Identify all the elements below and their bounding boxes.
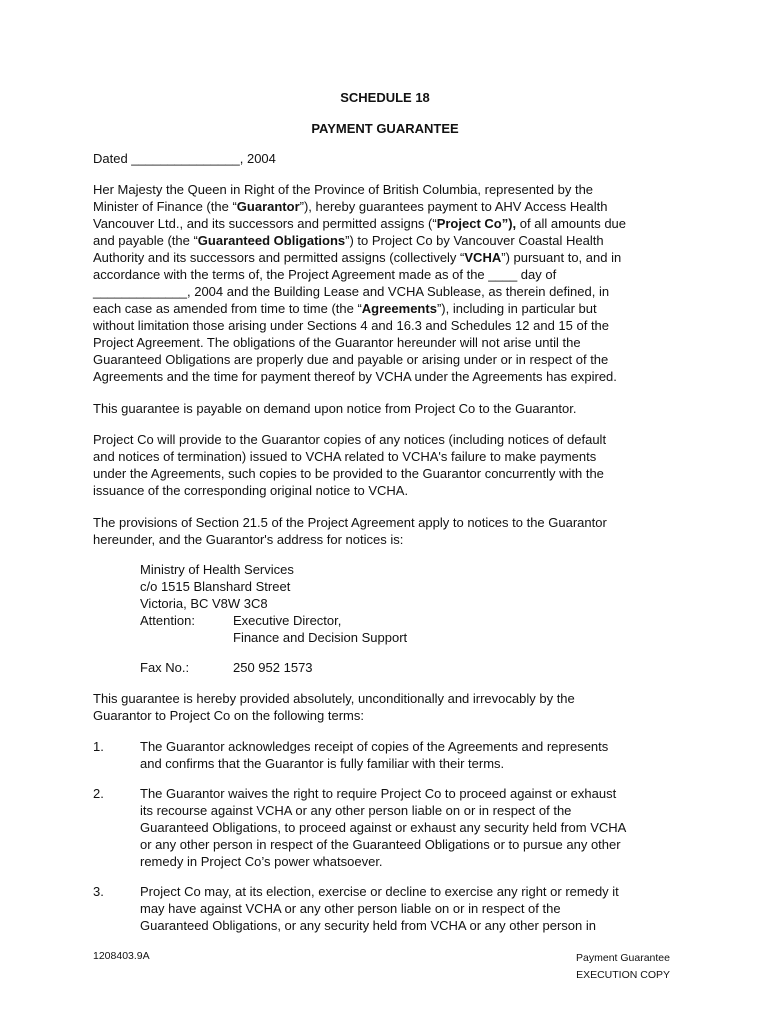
footer-copy-label: EXECUTION COPY (576, 969, 670, 981)
footer-doc-number: 1208403.9A (93, 950, 150, 962)
intro-line: each case as amended from time to time (the “Agreements”), including in particular but (93, 301, 597, 316)
notices-paragraph: Project Co will provide to the Guarantor copies of any notices (including notices of default and notices of termination) issued to VCHA related to VCHA's failure to make payments under the Agreements, such copies to be provided to the Guarantor concurrently with the issuance of the corresponding original notice to VCHA. (93, 432, 607, 498)
address-name: Ministry of Health Services (140, 562, 294, 577)
footer-doc-title: Payment Guarantee (576, 952, 670, 964)
intro-line: _____________, 2004 and the Building Lease and VCHA Sublease, as therein defined, in (93, 284, 610, 299)
defined-term-agreements: Agreements (361, 301, 437, 316)
defined-term-guaranteed-obligations: Guaranteed Obligations (197, 233, 346, 248)
schedule-heading: SCHEDULE 18 (340, 90, 430, 105)
intro-line: Authority and its successors and permitted assigns (collectively “VCHA”) pursuant to, and in (93, 250, 622, 265)
intro-line: accordance with the terms of, the Project Agreement made as of the ____ day of (93, 267, 557, 282)
footer-right (576, 950, 670, 984)
intro-line: Agreements and the time for payment thereof by VCHA under the Agreements has expired. (93, 369, 617, 384)
item-text: The Guarantor acknowledges receipt of copies of the Agreements and represents and confirms that the Guarantor is fully familiar with their terms. (140, 739, 609, 771)
intro-line: Her Majesty the Queen in Right of the Province of British Columbia, represented by the (93, 182, 594, 197)
address-street: c/o 1515 Blanshard Street (140, 579, 291, 594)
intro-line: Guaranteed Obligations are properly due and payable or arising under or in respect of the (93, 352, 609, 367)
absolute-paragraph: This guarantee is hereby provided absolutely, unconditionally and irrevocably by the Guarantor to Project Co on the following terms: (93, 691, 575, 723)
address-attention-2: Finance and Decision Support (233, 630, 408, 645)
intro-line: Vancouver Ltd., and its successors and permitted assigns (“Project Co”), of all amounts due (93, 216, 627, 231)
address-fax: Fax No.: 250 952 1573 (140, 660, 313, 675)
demand-paragraph: This guarantee is payable on demand upon notice from Project Co to the Guarantor. (93, 401, 577, 416)
defined-term-vcha: VCHA (464, 250, 502, 265)
address-attention: Attention: Executive Director, (140, 613, 342, 628)
intro-line: Minister of Finance (the “Guarantor”), hereby guarantees payment to AHV Access Health (93, 199, 608, 214)
document-title: PAYMENT GUARANTEE (311, 121, 459, 136)
item-text: The Guarantor waives the right to require Project Co to proceed against or exhaust its recourse against VCHA or any other person liable on or in respect of the Guaranteed Obligations, to proceed against or exhaust any security held from VCHA or any other person in respect of the Guaranteed Obligations or to pursue any other remedy in Project Co’s power whatsoever. (140, 786, 627, 869)
address-city: Victoria, BC V8W 3C8 (140, 596, 268, 611)
dated-line: Dated _______________, 2004 (93, 151, 276, 166)
intro-line: without limitation those arising under Sections 4 and 16.3 and Schedules 12 and 15 of the (93, 318, 610, 333)
item-number: 2. (93, 786, 104, 801)
item-text: Project Co may, at its election, exercise or decline to exercise any right or remedy it may have against VCHA or any other person liable on or in respect of the Guaranteed Obligations, or any security held from VCHA or any other person in (140, 884, 619, 933)
provisions-paragraph: The provisions of Section 21.5 of the Project Agreement apply to notices to the Guarantor hereunder, and the Guarantor's address for notices is: (93, 515, 607, 547)
defined-term-guarantor: Guarantor (236, 199, 300, 214)
intro-paragraph (93, 181, 683, 385)
intro-line: Project Agreement. The obligations of the Guarantor hereunder will not arise until the (93, 335, 581, 350)
notice-address-block (140, 561, 407, 676)
defined-term-project-co: Project Co (436, 216, 502, 231)
intro-line: and payable (the “Guaranteed Obligations”) to Project Co by Vancouver Coastal Health (93, 233, 604, 248)
item-number: 1. (93, 739, 104, 754)
item-number: 3. (93, 884, 104, 899)
